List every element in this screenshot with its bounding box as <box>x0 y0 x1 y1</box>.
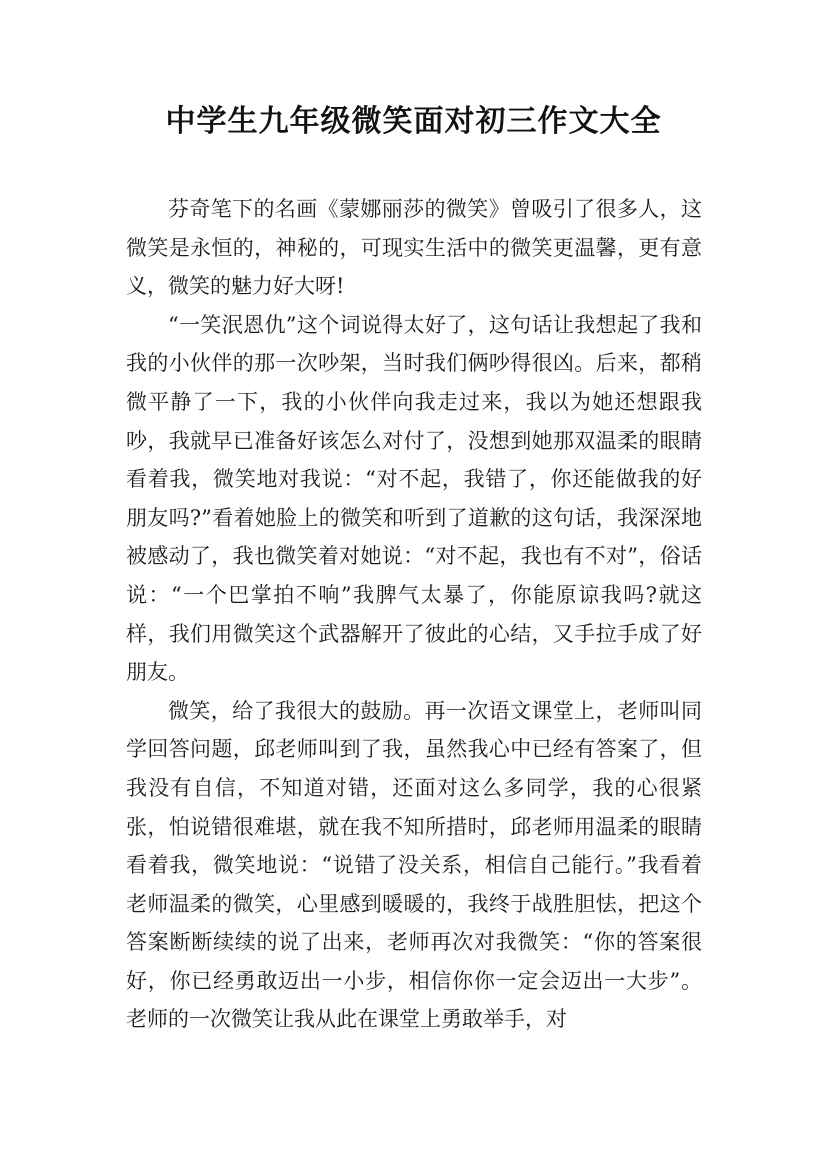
paragraph: 芬奇笔下的名画《蒙娜丽莎的微笑》曾吸引了很多人，这微笑是永恒的，神秘的，可现实生活中的微笑更温馨，更有意义，微笑的魅力好大呀! <box>126 197 702 299</box>
document-body <box>126 190 702 1039</box>
document-title: 中学生九年级微笑面对初三作文大全 <box>165 104 662 139</box>
paragraph: 微笑，给了我很大的鼓励。再一次语文课堂上，老师叫同学回答问题，邱老师叫到了我，虽然我心中已经有答案了，但我没有自信，不知道对错，还面对这么多同学，我的心很紧张，怕说错很难堪，就在我不知所措时，邱老师用温柔的眼睛看着我，微笑地说：“说错了没关系，相信自己能行。”我看着老师温柔的微笑，心里感到暖暖的，我终于战胜胆怯，把这个答案断断续续的说了出来，老师再次对我微笑：“你的答案很好，你已经勇敢迈出一小步，相信你你一定会迈出一大步”。老师的一次微笑让我从此在课堂上勇敢举手，对 <box>126 698 702 1032</box>
paragraph: “一笑泯恩仇”这个词说得太好了，这句话让我想起了我和我的小伙伴的那一次吵架，当时我们俩吵得很凶。后来，都稍微平静了一下，我的小伙伴向我走过来，我以为她还想跟我吵，我就早已准备好该怎么对付了，没想到她那双温柔的眼睛看着我，微笑地对我说：“对不起，我错了，你还能做我的好朋友吗?”看着她脸上的微笑和听到了道歉的这句话，我深深地被感动了，我也微笑着对她说：“对不起，我也有不对”，俗话说：“一个巴掌拍不响”我脾气太暴了，你能原谅我吗?就这样，我们用微笑这个武器解开了彼此的心结，又手拉手成了好朋友。 <box>126 312 702 685</box>
